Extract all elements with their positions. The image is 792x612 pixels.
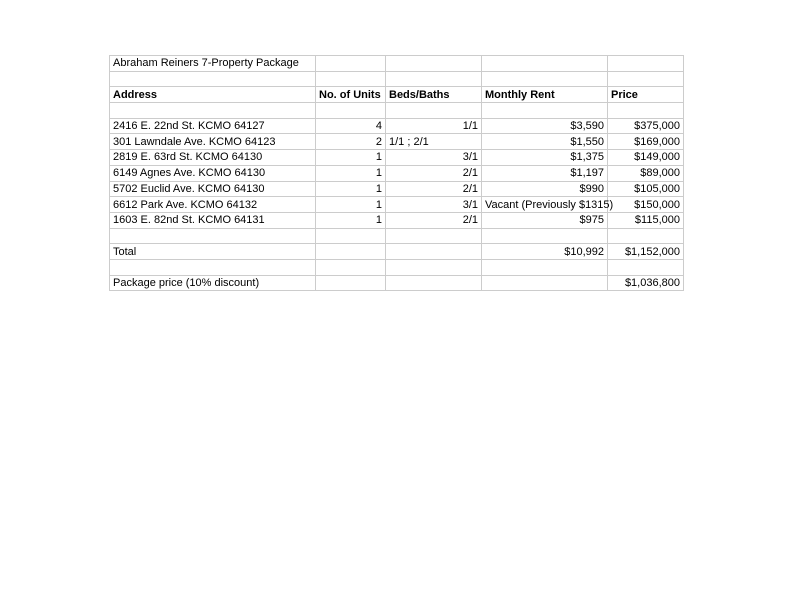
empty-cell xyxy=(482,71,608,87)
package-price: $1,036,800 xyxy=(608,275,684,291)
cell-monthly-rent: $975 xyxy=(482,212,608,228)
total-row xyxy=(110,244,684,260)
cell-beds-baths: 1/1 ; 2/1 xyxy=(386,134,482,150)
package-price-row xyxy=(110,275,684,291)
cell-address: 2416 E. 22nd St. KCMO 64127 xyxy=(110,118,316,134)
title-row xyxy=(110,56,684,72)
blank-row xyxy=(110,103,684,119)
total-monthly-rent: $10,992 xyxy=(482,244,608,260)
empty-cell xyxy=(316,56,386,72)
blank-row xyxy=(110,259,684,275)
header-row xyxy=(110,87,684,103)
empty-cell xyxy=(608,228,684,244)
empty-cell xyxy=(608,71,684,87)
cell-units: 1 xyxy=(316,197,386,213)
cell-beds-baths: 3/1 xyxy=(386,197,482,213)
cell-address: 6612 Park Ave. KCMO 64132 xyxy=(110,197,316,213)
sheet-title: Abraham Reiners 7-Property Package xyxy=(110,56,316,72)
property-row xyxy=(110,134,684,150)
cell-beds-baths: 2/1 xyxy=(386,181,482,197)
empty-cell xyxy=(386,56,482,72)
cell-beds-baths: 2/1 xyxy=(386,212,482,228)
empty-cell xyxy=(608,103,684,119)
empty-cell xyxy=(316,259,386,275)
property-row xyxy=(110,118,684,134)
empty-cell xyxy=(608,259,684,275)
spreadsheet-table xyxy=(109,55,684,291)
empty-cell xyxy=(316,103,386,119)
header-monthly-rent: Monthly Rent xyxy=(482,87,608,103)
empty-cell xyxy=(482,228,608,244)
cell-beds-baths: 2/1 xyxy=(386,165,482,181)
empty-cell xyxy=(482,259,608,275)
cell-price: $115,000 xyxy=(608,212,684,228)
empty-cell xyxy=(482,275,608,291)
header-units: No. of Units xyxy=(316,87,386,103)
empty-cell xyxy=(386,103,482,119)
blank-row xyxy=(110,228,684,244)
cell-address: 2819 E. 63rd St. KCMO 64130 xyxy=(110,150,316,166)
cell-price: $150,000 xyxy=(608,197,684,213)
empty-cell xyxy=(110,71,316,87)
spreadsheet-page xyxy=(109,55,684,291)
property-row xyxy=(110,197,684,213)
empty-cell xyxy=(386,244,482,260)
cell-monthly-rent: Vacant (Previously $1315) xyxy=(482,197,608,213)
empty-cell xyxy=(386,259,482,275)
empty-cell xyxy=(482,103,608,119)
cell-price: $169,000 xyxy=(608,134,684,150)
cell-units: 2 xyxy=(316,134,386,150)
empty-cell xyxy=(608,56,684,72)
empty-cell xyxy=(386,228,482,244)
empty-cell xyxy=(386,71,482,87)
blank-row xyxy=(110,71,684,87)
cell-units: 1 xyxy=(316,165,386,181)
cell-units: 1 xyxy=(316,181,386,197)
cell-price: $149,000 xyxy=(608,150,684,166)
empty-cell xyxy=(316,275,386,291)
cell-address: 5702 Euclid Ave. KCMO 64130 xyxy=(110,181,316,197)
empty-cell xyxy=(110,103,316,119)
property-row xyxy=(110,181,684,197)
total-label: Total xyxy=(110,244,316,260)
cell-monthly-rent: $3,590 xyxy=(482,118,608,134)
cell-address: 301 Lawndale Ave. KCMO 64123 xyxy=(110,134,316,150)
header-price: Price xyxy=(608,87,684,103)
cell-monthly-rent: $1,197 xyxy=(482,165,608,181)
header-address: Address xyxy=(110,87,316,103)
empty-cell xyxy=(316,228,386,244)
cell-monthly-rent: $1,550 xyxy=(482,134,608,150)
cell-price: $375,000 xyxy=(608,118,684,134)
cell-beds-baths: 1/1 xyxy=(386,118,482,134)
package-label: Package price (10% discount) xyxy=(110,275,316,291)
cell-monthly-rent: $1,375 xyxy=(482,150,608,166)
empty-cell xyxy=(316,244,386,260)
cell-address: 1603 E. 82nd St. KCMO 64131 xyxy=(110,212,316,228)
cell-price: $89,000 xyxy=(608,165,684,181)
empty-cell xyxy=(482,56,608,72)
header-beds-baths: Beds/Baths xyxy=(386,87,482,103)
property-row xyxy=(110,165,684,181)
cell-address: 6149 Agnes Ave. KCMO 64130 xyxy=(110,165,316,181)
property-row xyxy=(110,212,684,228)
cell-price: $105,000 xyxy=(608,181,684,197)
property-row xyxy=(110,150,684,166)
empty-cell xyxy=(386,275,482,291)
cell-beds-baths: 3/1 xyxy=(386,150,482,166)
cell-units: 1 xyxy=(316,212,386,228)
empty-cell xyxy=(110,228,316,244)
cell-units: 4 xyxy=(316,118,386,134)
total-price: $1,152,000 xyxy=(608,244,684,260)
empty-cell xyxy=(110,259,316,275)
cell-monthly-rent: $990 xyxy=(482,181,608,197)
empty-cell xyxy=(316,71,386,87)
cell-units: 1 xyxy=(316,150,386,166)
